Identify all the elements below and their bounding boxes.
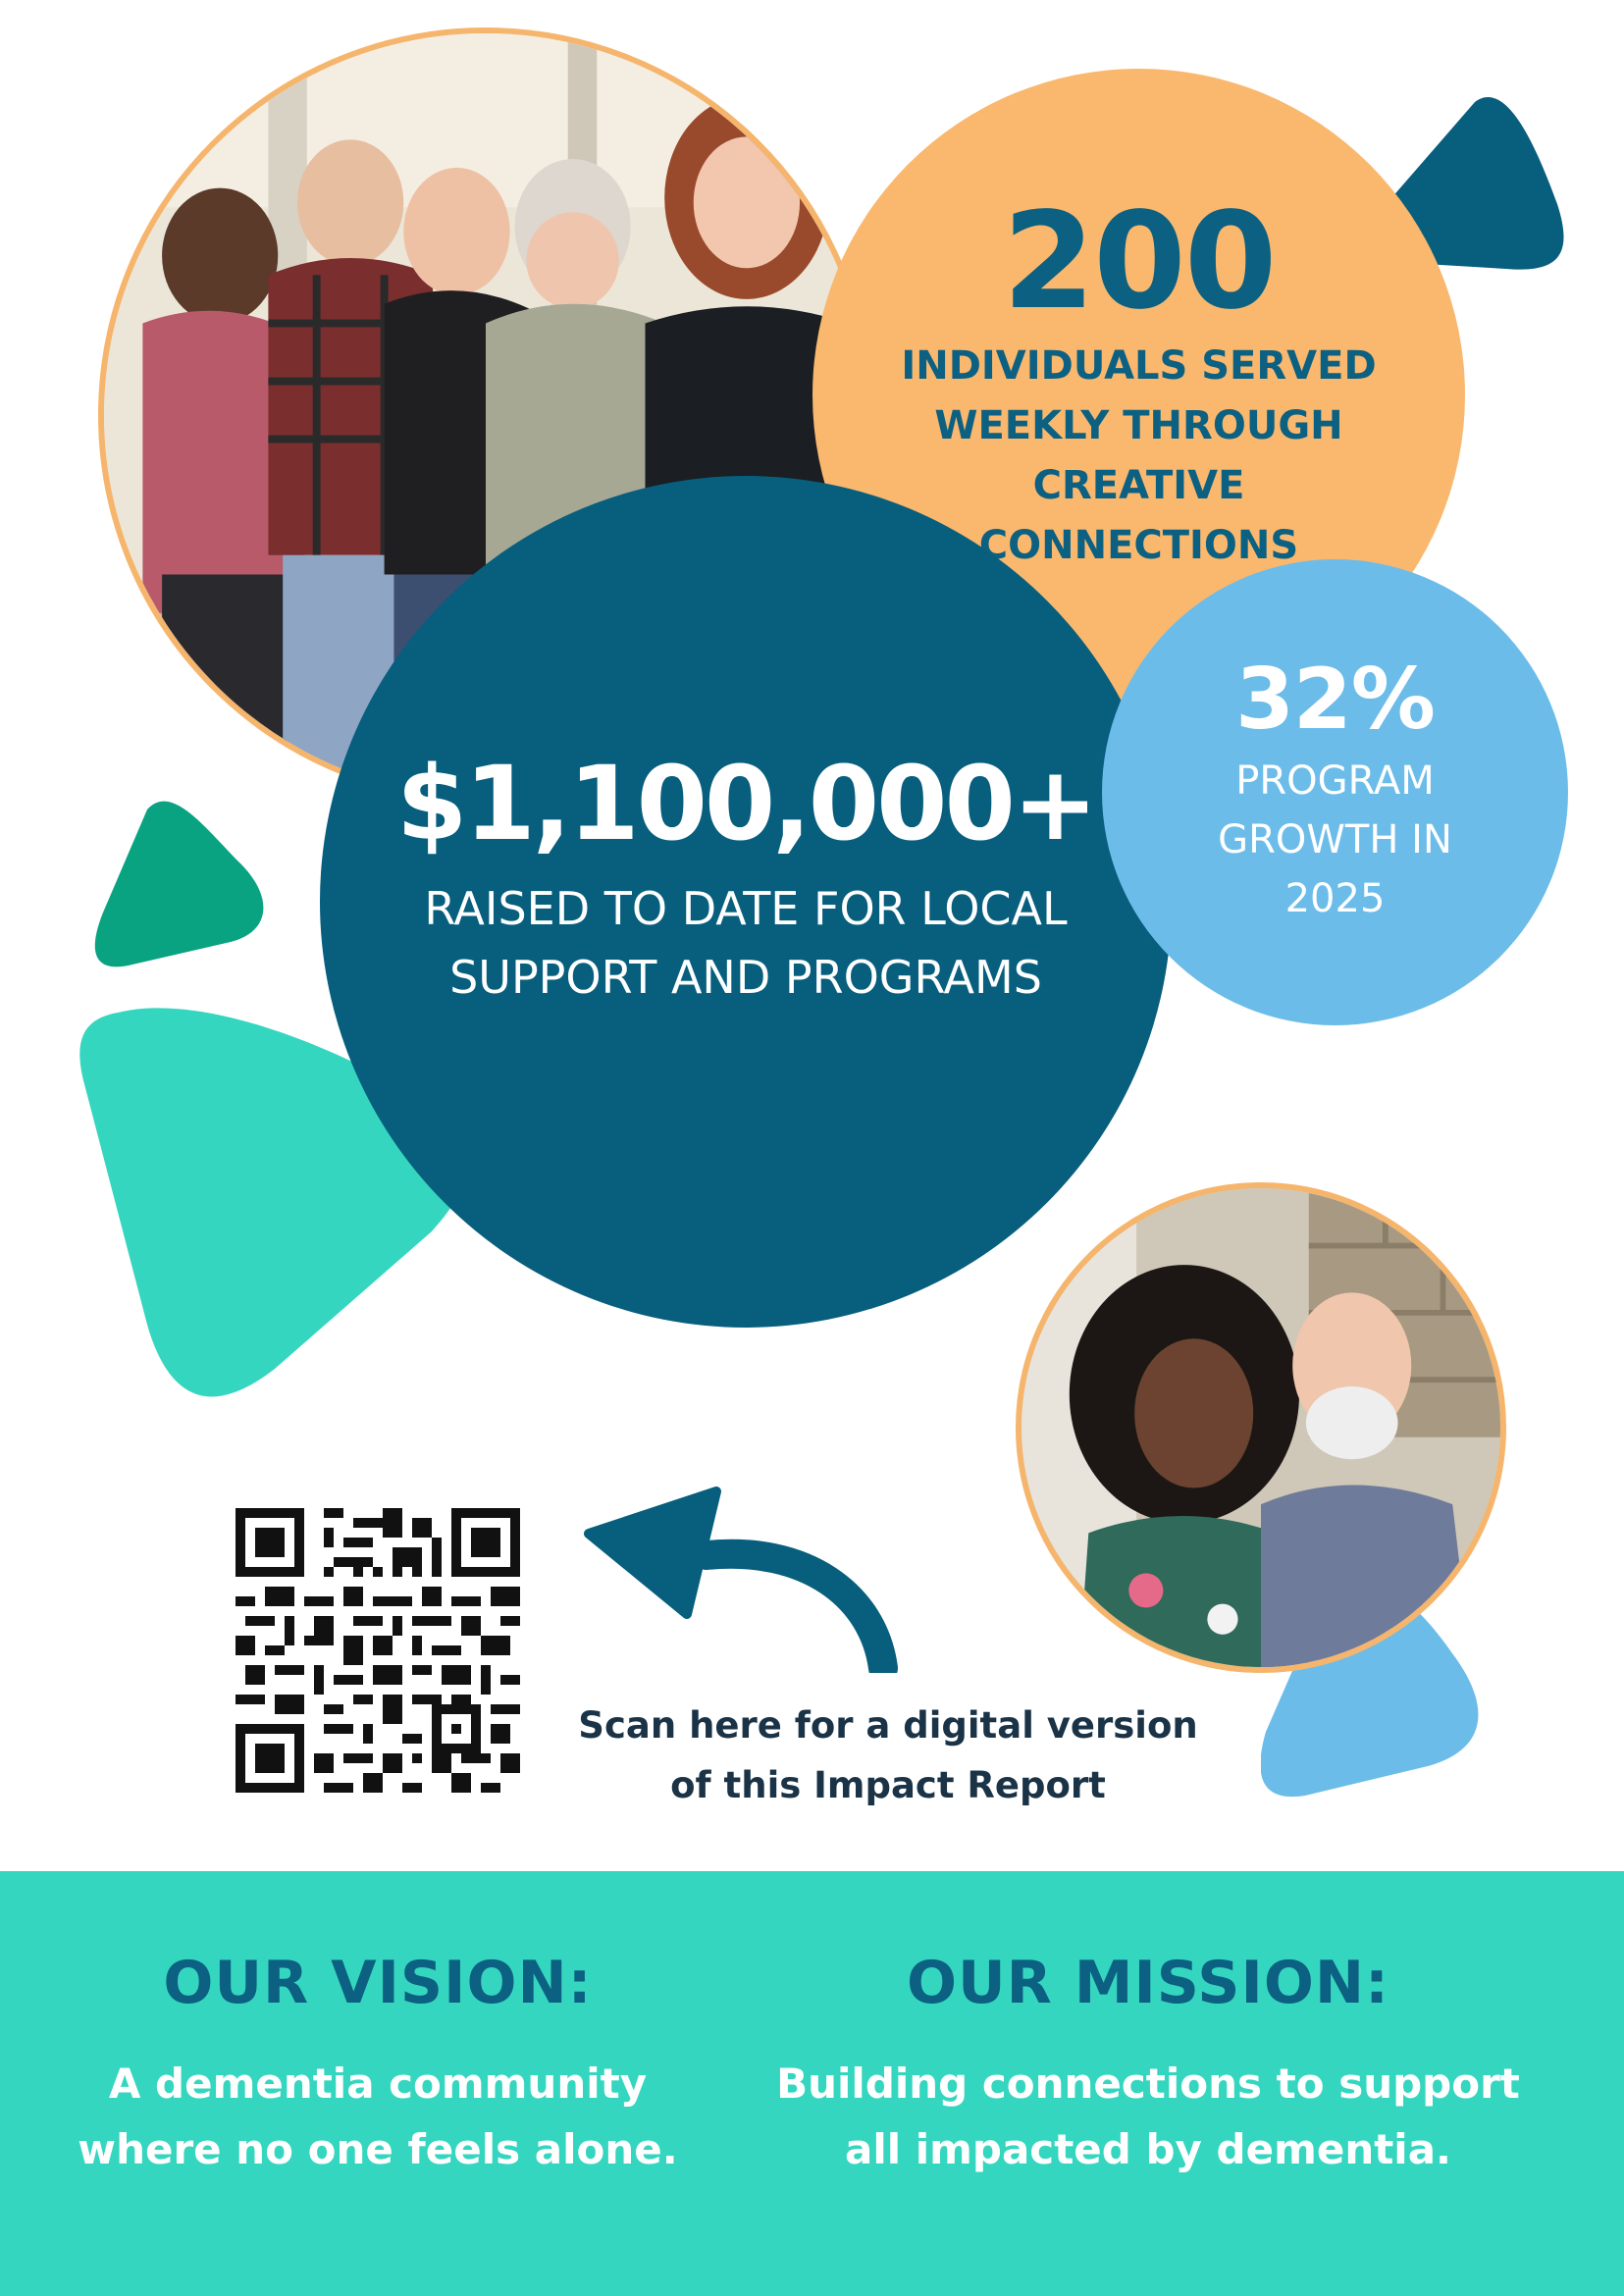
growth-stat-label: PROGRAM GROWTH IN 2025: [1218, 757, 1452, 921]
qr-code[interactable]: [236, 1508, 520, 1793]
vision-block: [59, 1945, 697, 2182]
raised-stat-label: RAISED TO DATE FOR LOCAL SUPPORT AND PROGRAMS: [424, 882, 1068, 1004]
green-triangle-decoration: [93, 790, 270, 971]
raised-stat-value: $1,100,000+: [395, 744, 1096, 863]
curved-arrow-icon: [579, 1487, 903, 1673]
mission-block: [746, 1945, 1550, 2182]
couple-photo: [1016, 1182, 1506, 1673]
growth-stat-circle: [1102, 559, 1568, 1025]
growth-stat-value: 32%: [1235, 650, 1435, 749]
raised-stat-circle: [320, 476, 1172, 1328]
individuals-stat-value: 200: [1002, 183, 1276, 339]
individuals-stat-label: INDIVIDUALS SERVED WEEKLY THROUGH CREATIVE CONNECTIONS: [901, 342, 1377, 568]
mission-title: OUR MISSION:: [906, 1949, 1390, 2017]
vision-title: OUR VISION:: [163, 1949, 593, 2017]
vision-mission-band: [0, 1871, 1624, 2296]
vision-text: A dementia community where no one feels alone.: [78, 2060, 678, 2173]
scan-instruction: Scan here for a digital version of this Impact Report: [578, 1704, 1198, 1806]
mission-text: Building connections to support all impacted by dementia.: [776, 2060, 1520, 2173]
